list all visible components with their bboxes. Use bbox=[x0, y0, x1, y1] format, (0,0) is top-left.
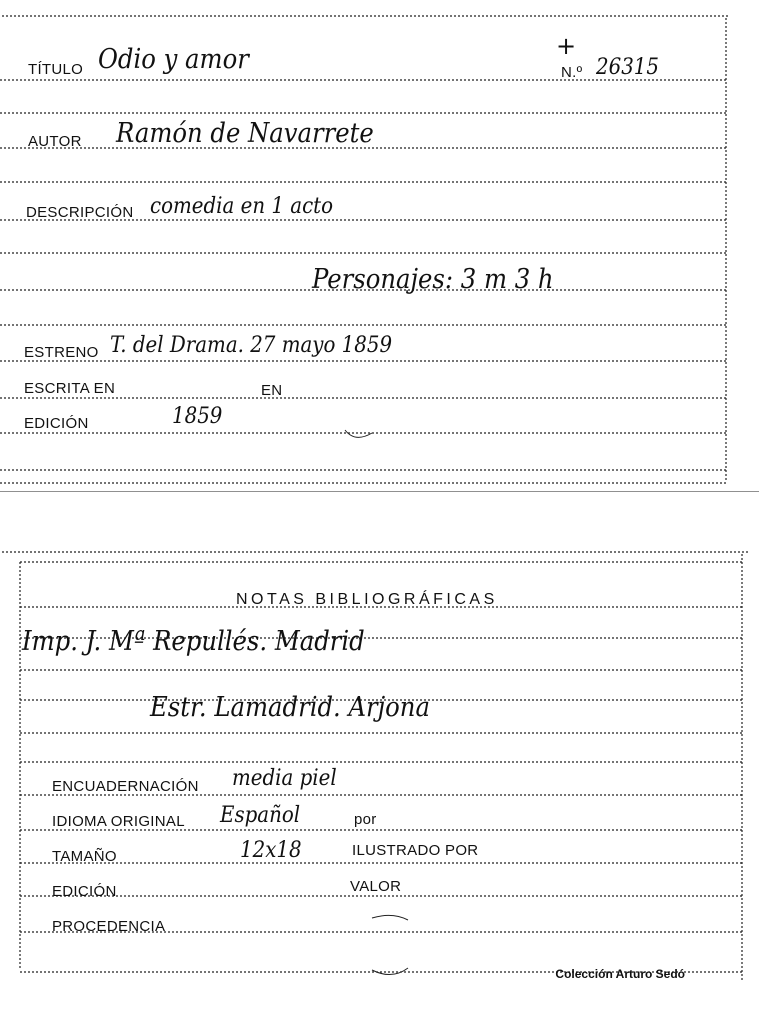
edicion-value: 1859 bbox=[172, 404, 223, 429]
en-label: EN bbox=[261, 382, 283, 399]
estreno-value: T. del Drama. 27 mayo 1859 bbox=[110, 333, 393, 358]
collection-credit: Colección Arturo Sedó bbox=[555, 967, 685, 981]
note-line-2: Estr. Lamadrid. Arjona bbox=[150, 692, 430, 723]
cross-mark: + bbox=[556, 32, 577, 60]
autor-label: AUTOR bbox=[28, 133, 82, 150]
estreno-label: ESTRENO bbox=[24, 344, 99, 361]
procedencia-label: PROCEDENCIA bbox=[52, 918, 166, 935]
tamano-value: 12x18 bbox=[240, 838, 302, 863]
edicion-label: EDICIÓN bbox=[24, 415, 89, 432]
por-label: por bbox=[354, 811, 377, 828]
valor-label: VALOR bbox=[350, 878, 402, 895]
autor-value: Ramón de Navarrete bbox=[116, 118, 374, 149]
number-label: N.º bbox=[561, 64, 583, 81]
ilustrado-por-label: ILUSTRADO POR bbox=[352, 842, 479, 859]
catalog-card-top bbox=[0, 0, 759, 492]
tamano-label: TAMAÑO bbox=[52, 848, 117, 865]
escrita-en-label: ESCRITA EN bbox=[24, 380, 116, 397]
idioma-original-value: Español bbox=[220, 803, 301, 828]
descripcion-label: DESCRIPCIÓN bbox=[26, 204, 134, 221]
catalog-card-bottom bbox=[0, 540, 759, 1028]
descripcion-value: comedia en 1 acto bbox=[150, 194, 334, 219]
notes-title: NOTAS BIBLIOGRÁFICAS bbox=[236, 591, 498, 608]
encuadernacion-value: media piel bbox=[232, 766, 337, 791]
edicion-label-bottom: EDICIÓN bbox=[52, 883, 117, 900]
note-line-1: Imp. J. Mª Repullés. Madrid bbox=[22, 626, 365, 657]
titulo-label: TÍTULO bbox=[28, 61, 84, 78]
personajes-value: Personajes: 3 m 3 h bbox=[312, 264, 554, 295]
idioma-original-label: IDIOMA ORIGINAL bbox=[52, 813, 185, 830]
catalog-number: 26315 bbox=[596, 55, 659, 80]
titulo-value: Odio y amor bbox=[98, 44, 249, 75]
encuadernacion-label: ENCUADERNACIÓN bbox=[52, 778, 199, 795]
